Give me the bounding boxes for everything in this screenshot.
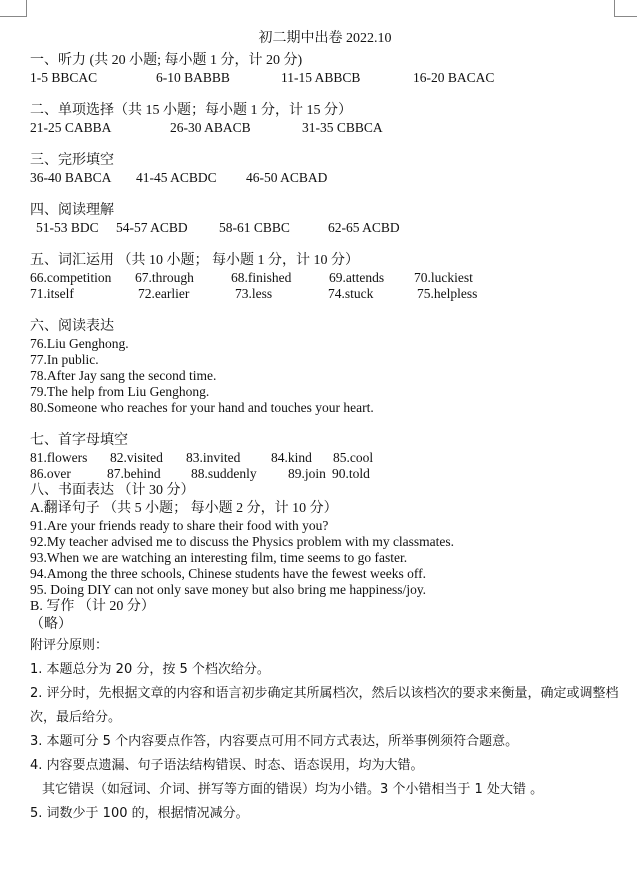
answer-word: 84.kind — [271, 450, 312, 465]
section-writing-heading: 八、书面表达 （计 30 分） — [30, 483, 195, 498]
crop-mark — [26, 0, 27, 16]
omitted-note: （略） — [30, 617, 72, 632]
answer-line: 92.My teacher advised me to discuss the Physics problem with my classmates. — [30, 534, 455, 549]
answer-word: 86.over — [30, 466, 71, 481]
answer-key-page — [30, 30, 620, 826]
answer-group: 62-65 ACBD — [328, 220, 400, 235]
answer-word: 82.visited — [110, 450, 163, 465]
answer-word: 88.suddenly — [191, 466, 257, 481]
answer-line: 95. Doing DIY can not only save money but also bring me happiness/joy. — [30, 582, 427, 597]
section-cloze-heading: 三、完形填空 — [30, 153, 114, 168]
section-vocabulary-heading: 五、词汇运用 （共 10 小题； 每小题 1 分，计 10 分） — [30, 253, 359, 268]
answer-group: 11-15 ABBCB — [281, 70, 361, 85]
grading-item: 2. 评分时，先根据文章的内容和语言初步确定其所属档次，然后以该档次的要求来衡量，确定或调整档次，最后给分。 — [30, 686, 619, 725]
grading-heading: 附评分原则： — [30, 638, 109, 653]
grading-item: 5. 词数少于 100 的，根据情况减分。 — [30, 806, 249, 821]
answer-group: 26-30 ABACB — [170, 120, 251, 135]
page-title: 初二期中出卷 2022.10 — [258, 31, 392, 46]
answer-word: 83.invited — [186, 450, 241, 465]
single-choice-answers — [30, 120, 620, 136]
grading-item: 其它错误（如冠词、介词、拼写等方面的错误）均为小错。3 个小错相当于 1 处大错 。 — [42, 782, 544, 797]
answer-line: 76.Liu Genghong. — [30, 336, 129, 351]
answer-word: 72.earlier — [138, 286, 190, 301]
answer-group: 21-25 CABBA — [30, 120, 112, 135]
answer-group: 16-20 BACAC — [413, 70, 495, 85]
crop-mark — [614, 16, 637, 17]
answer-group: 46-50 ACBAD — [246, 170, 328, 185]
answer-word: 67.through — [135, 270, 194, 285]
answer-group: 51-53 BDC — [36, 220, 99, 235]
answer-group: 31-35 CBBCA — [302, 120, 383, 135]
answer-word: 75.helpless — [417, 286, 478, 301]
translation-subheading: A.翻译句子 （共 5 小题； 每小题 2 分，计 10 分） — [30, 501, 338, 516]
answer-line: 79.The help from Liu Genghong. — [30, 384, 210, 399]
answer-group: 36-40 BABCA — [30, 170, 112, 185]
answer-group: 54-57 ACBD — [116, 220, 188, 235]
crop-mark — [614, 0, 615, 16]
answer-word: 69.attends — [329, 270, 385, 285]
answer-word: 85.cool — [333, 450, 374, 465]
answer-word: 68.finished — [231, 270, 292, 285]
writing-subheading: B. 写作 （计 20 分） — [30, 599, 155, 614]
vocabulary-row-2 — [30, 286, 620, 302]
section-reading-expression-heading: 六、阅读表达 — [30, 319, 114, 334]
answer-line: 94.Among the three schools, Chinese students have the fewest weeks off. — [30, 566, 427, 581]
answer-word: 81.flowers — [30, 450, 88, 465]
answer-line: 77.In public. — [30, 352, 99, 367]
answer-line: 93.When we are watching an interesting film, time seems to go faster. — [30, 550, 408, 565]
answer-word: 74.stuck — [328, 286, 374, 301]
answer-line: 91.Are your friends ready to share their food with you? — [30, 518, 329, 533]
grading-item: 4. 内容要点遗漏、句子语法结构错误、时态、语态误用，均为大错。 — [30, 758, 424, 773]
grading-item: 1. 本题总分为 20 分，按 5 个档次给分。 — [30, 662, 270, 677]
answer-word: 73.less — [235, 286, 273, 301]
section-initial-letter-heading: 七、首字母填空 — [30, 433, 128, 448]
answer-word: 87.behind — [107, 466, 161, 481]
cloze-answers — [30, 170, 620, 186]
answer-group: 58-61 CBBC — [219, 220, 290, 235]
initial-letter-row-1 — [30, 450, 620, 466]
answer-group: 1-5 BBCAC — [30, 70, 98, 85]
answer-group: 6-10 BABBB — [156, 70, 230, 85]
section-single-choice-heading: 二、单项选择（共 15 小题；每小题 1 分，计 15 分） — [30, 103, 352, 118]
answer-word: 90.told — [332, 466, 370, 481]
answer-word: 89.join — [288, 466, 326, 481]
answer-line: 78.After Jay sang the second time. — [30, 368, 217, 383]
answer-group: 41-45 ACBDC — [136, 170, 217, 185]
grading-item: 3. 本题可分 5 个内容要点作答，内容要点可用不同方式表达，所举事例须符合题意。 — [30, 734, 519, 749]
listening-answers — [30, 70, 620, 86]
answer-word: 66.competition — [30, 270, 112, 285]
vocabulary-row-1 — [30, 270, 620, 286]
answer-line: 80.Someone who reaches for your hand and touches your heart. — [30, 400, 374, 415]
initial-letter-row-2 — [30, 466, 620, 482]
section-reading-heading: 四、阅读理解 — [30, 203, 114, 218]
answer-word: 70.luckiest — [414, 270, 473, 285]
section-listening-heading: 一、听力 (共 20 小题; 每小题 1 分，计 20 分) — [30, 53, 303, 68]
crop-mark — [0, 16, 27, 17]
reading-answers — [30, 220, 620, 236]
answer-word: 71.itself — [30, 286, 74, 301]
